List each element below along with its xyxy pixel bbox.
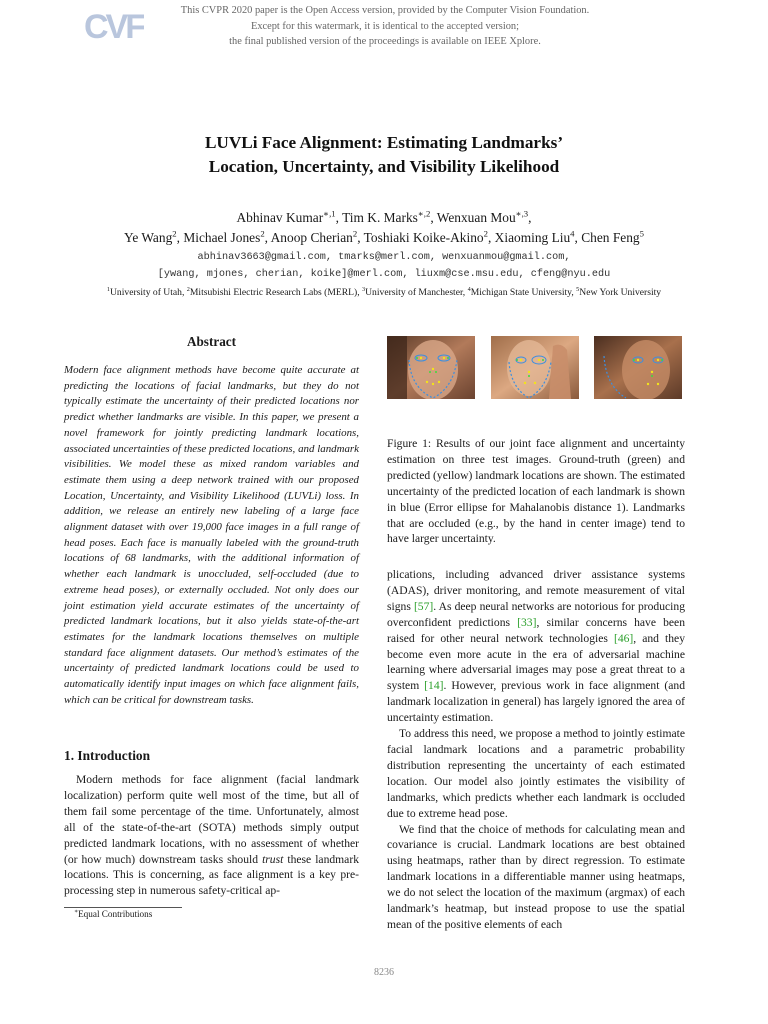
abstract-text: Modern face alignment methods have become quite accurate at predicting the locations of facial landmarks, but they do not typically estimate the uncertainty of their predicted locations nor predict whether landmarks are visible. In this paper, we present a novel framework for jointly predicting landmark locations, associated uncertainties of these predicted locations, and landmark visibilities. We model these as mixed random variables and estimate them using a deep network trained with our proposed Location, Uncertainty, and Visibility Likelihood (LUVLi) loss. In addition, we release an entirely new labeling of a large face alignment dataset with over 19,000 face images in a full range of head poses. Each face is manually labeled with the ground-truth locations of 68 landmarks, with the additional information of whether each landmark is unoccluded, self-occluded (due to extreme head poses), or externally occluded. Not only does our joint estimation yield accurate estimates of the uncertainty of predicted landmark locations, but it also yields state-of-the-art estimates for the landmark locations themselves on multiple standard face alignment datasets. Our method’s estimates of the uncertainty of predicted landmark locations could be used to automatically identify input images on which face alignment fails, which can be critical for downstream tasks. [64,364,359,706]
notice-line-1: This CVPR 2020 paper is the Open Access version, provided by the Computer Vision Foundation. [180,5,590,16]
open-access-notice [150,3,620,50]
author-affil-mark: ∗,1 [323,208,336,219]
text-run: , similar concerns have been raised for other neural network technologies [387,615,685,645]
paper-title [80,131,688,179]
page-number: 8236 [374,967,394,978]
author-name: Chen Feng [581,230,640,245]
title-line-1: LUVLi Face Alignment: Estimating Landmarks’ [204,133,564,152]
figure-image-center [491,336,579,399]
author-list [40,208,728,248]
paragraph: To address this need, we propose a method to jointly estimate facial landmark locations and a parametric probability distribution representing the uncertainty of each estimated location. Our model also jointly estimates the visibility of landmarks, which predicts whether each landmark is occluded due to extreme head pose. [387,727,685,820]
affiliation: University of Manchester [365,287,463,298]
author-affil-mark: 5 [639,228,644,239]
citation-link[interactable]: [46] [613,631,634,645]
text-run: . As deep neural networks are notorious for producing overconfident predictions [387,599,685,629]
affil-mark: 4 [467,285,471,293]
text-run: . However, previous work in face alignment (and landmark localization in general) has largely ignored the area of uncertainty estimation. [387,679,685,725]
author-affil-mark: 2 [172,228,177,239]
affiliation: Mitsubishi Electric Research Labs (MERL) [189,287,358,298]
figure-image-right [594,336,682,399]
affil-mark: 5 [576,285,580,293]
citation-link[interactable]: [57] [413,599,434,613]
title-line-2: Location, Uncertainty, and Visibility Likelihood [208,157,560,176]
abstract-heading: Abstract [186,334,237,349]
author-affil-mark: 2 [352,228,358,239]
email-line-2: [ywang, mjones, cherian, koike]@merl.com, liuxm@cse.msu.edu, cfeng@nyu.edu [157,269,611,280]
author-name: Anoop Cherian [270,230,353,245]
cvf-logo [84,4,144,46]
author-name: Toshiaki Koike-Akino [363,230,484,245]
footnote-text: Equal Contributions [78,909,153,919]
affil-mark: 3 [362,285,366,293]
notice-line-2: Except for this watermark, it is identical to the accepted version; [250,20,520,32]
author-affil-mark: 2 [260,228,265,239]
figure-caption: Figure 1: Results of our joint face alignment and uncertainty estimation on three test images. Ground-truth (green) and predicted (yellow) landmark locations are shown. The estimated uncertainty of the predicted location of each landmark is shown in blue (Error ellipse for Mahalanobis distance 1). Landmarks that are occluded (e.g., by the hand in center image) tend to have larger uncertainty. [387,437,685,546]
author-affil-mark: 4 [570,228,575,239]
cvf-logo-text: CVF [84,8,143,46]
affil-mark: 2 [186,285,190,293]
author-name: Michael Jones [183,230,261,245]
right-column-text [387,567,685,933]
author-name: Xiaoming Liu [494,230,571,245]
author-name: Tim K. Marks [342,210,418,225]
intro-text-part: Modern methods for face alignment (facial landmark localization) perform quite well most of the time, but all of them fail some percentage of the time. Unfortunately, almost all of the state-of-the-art (SOTA) methods simply output predicted landmark locations, with no assessment of whether (or how much) downstream tasks should [64,773,359,866]
affiliation: Michigan State University [470,287,572,298]
affiliation: New York University [579,287,662,298]
paragraph: We find that the choice of methods for calculating mean and covariance is crucial. Landmark locations are best obtained using heatmaps, rather than by direct regression. To estimate landmark locations in a differentiable manner using heatmaps, we do not select the location of the maximum (argmax) of each landmark’s heatmap, but instead propose to use the spatial mean of the positive elements of each [387,822,685,931]
author-affil-mark: 2 [483,228,488,239]
text-run: plications, including advanced driver assistance systems (ADAS), driver monitoring, and remote measurement of vital signs [387,568,685,613]
author-line-1: Abhinav Kumar$^{∗,1}$, Tim K. Marks$^{∗,2}$, Wenxuan Mou$^{∗,3}$, [236,208,532,225]
footnote-mark: ∗ [74,908,79,915]
email-line-1: abhinav3663@gmail.com, tmarks@merl.com, wenxuanmou@gmail.com, [197,252,571,263]
affiliations: $^1$University of Utah, $^2$Mitsubishi Electric Research Labs (MERL), $^3$University of Manchester, $^4$Michigan State University, $^5$New York University [106,285,662,298]
introduction-heading: 1. Introduction [64,748,151,763]
introduction-text [64,772,359,899]
affiliation: University of Utah [110,287,182,298]
author-name: Wenxuan Mou [436,210,516,225]
citation-link[interactable]: [33] [517,615,537,629]
author-affil-mark: ∗,2 [417,208,431,219]
intro-emphasis: trust [262,852,284,866]
intro-text-part: these landmark locations. This is concerning, as face alignment is a key pre-processing step in numerous safety-critical ap- [64,852,359,898]
paragraph-continuation [387,567,685,726]
author-name: Abhinav Kumar [236,210,324,225]
footnote [74,908,152,920]
affil-mark: 1 [106,285,110,293]
author-name: Ye Wang [123,230,173,245]
author-affil-mark: ∗,3 [515,208,529,219]
author-line-2: Ye Wang$^2$, Michael Jones$^2$, Anoop Cherian$^2$, Toshiaki Koike-Akino$^2$, Xiaoming Liu$^4$, Chen Feng$^5$ [123,228,644,245]
notice-line-3: the final published version of the proceedings is available on IEEE Xplore. [229,36,541,47]
text-run: , and they become even more acute in the era of adversarial machine learning where adversarial images may pose a great threat to a system [387,631,686,693]
author-emails [40,249,728,283]
citation-link[interactable]: [14] [424,679,444,693]
figure-image-left [387,336,475,399]
